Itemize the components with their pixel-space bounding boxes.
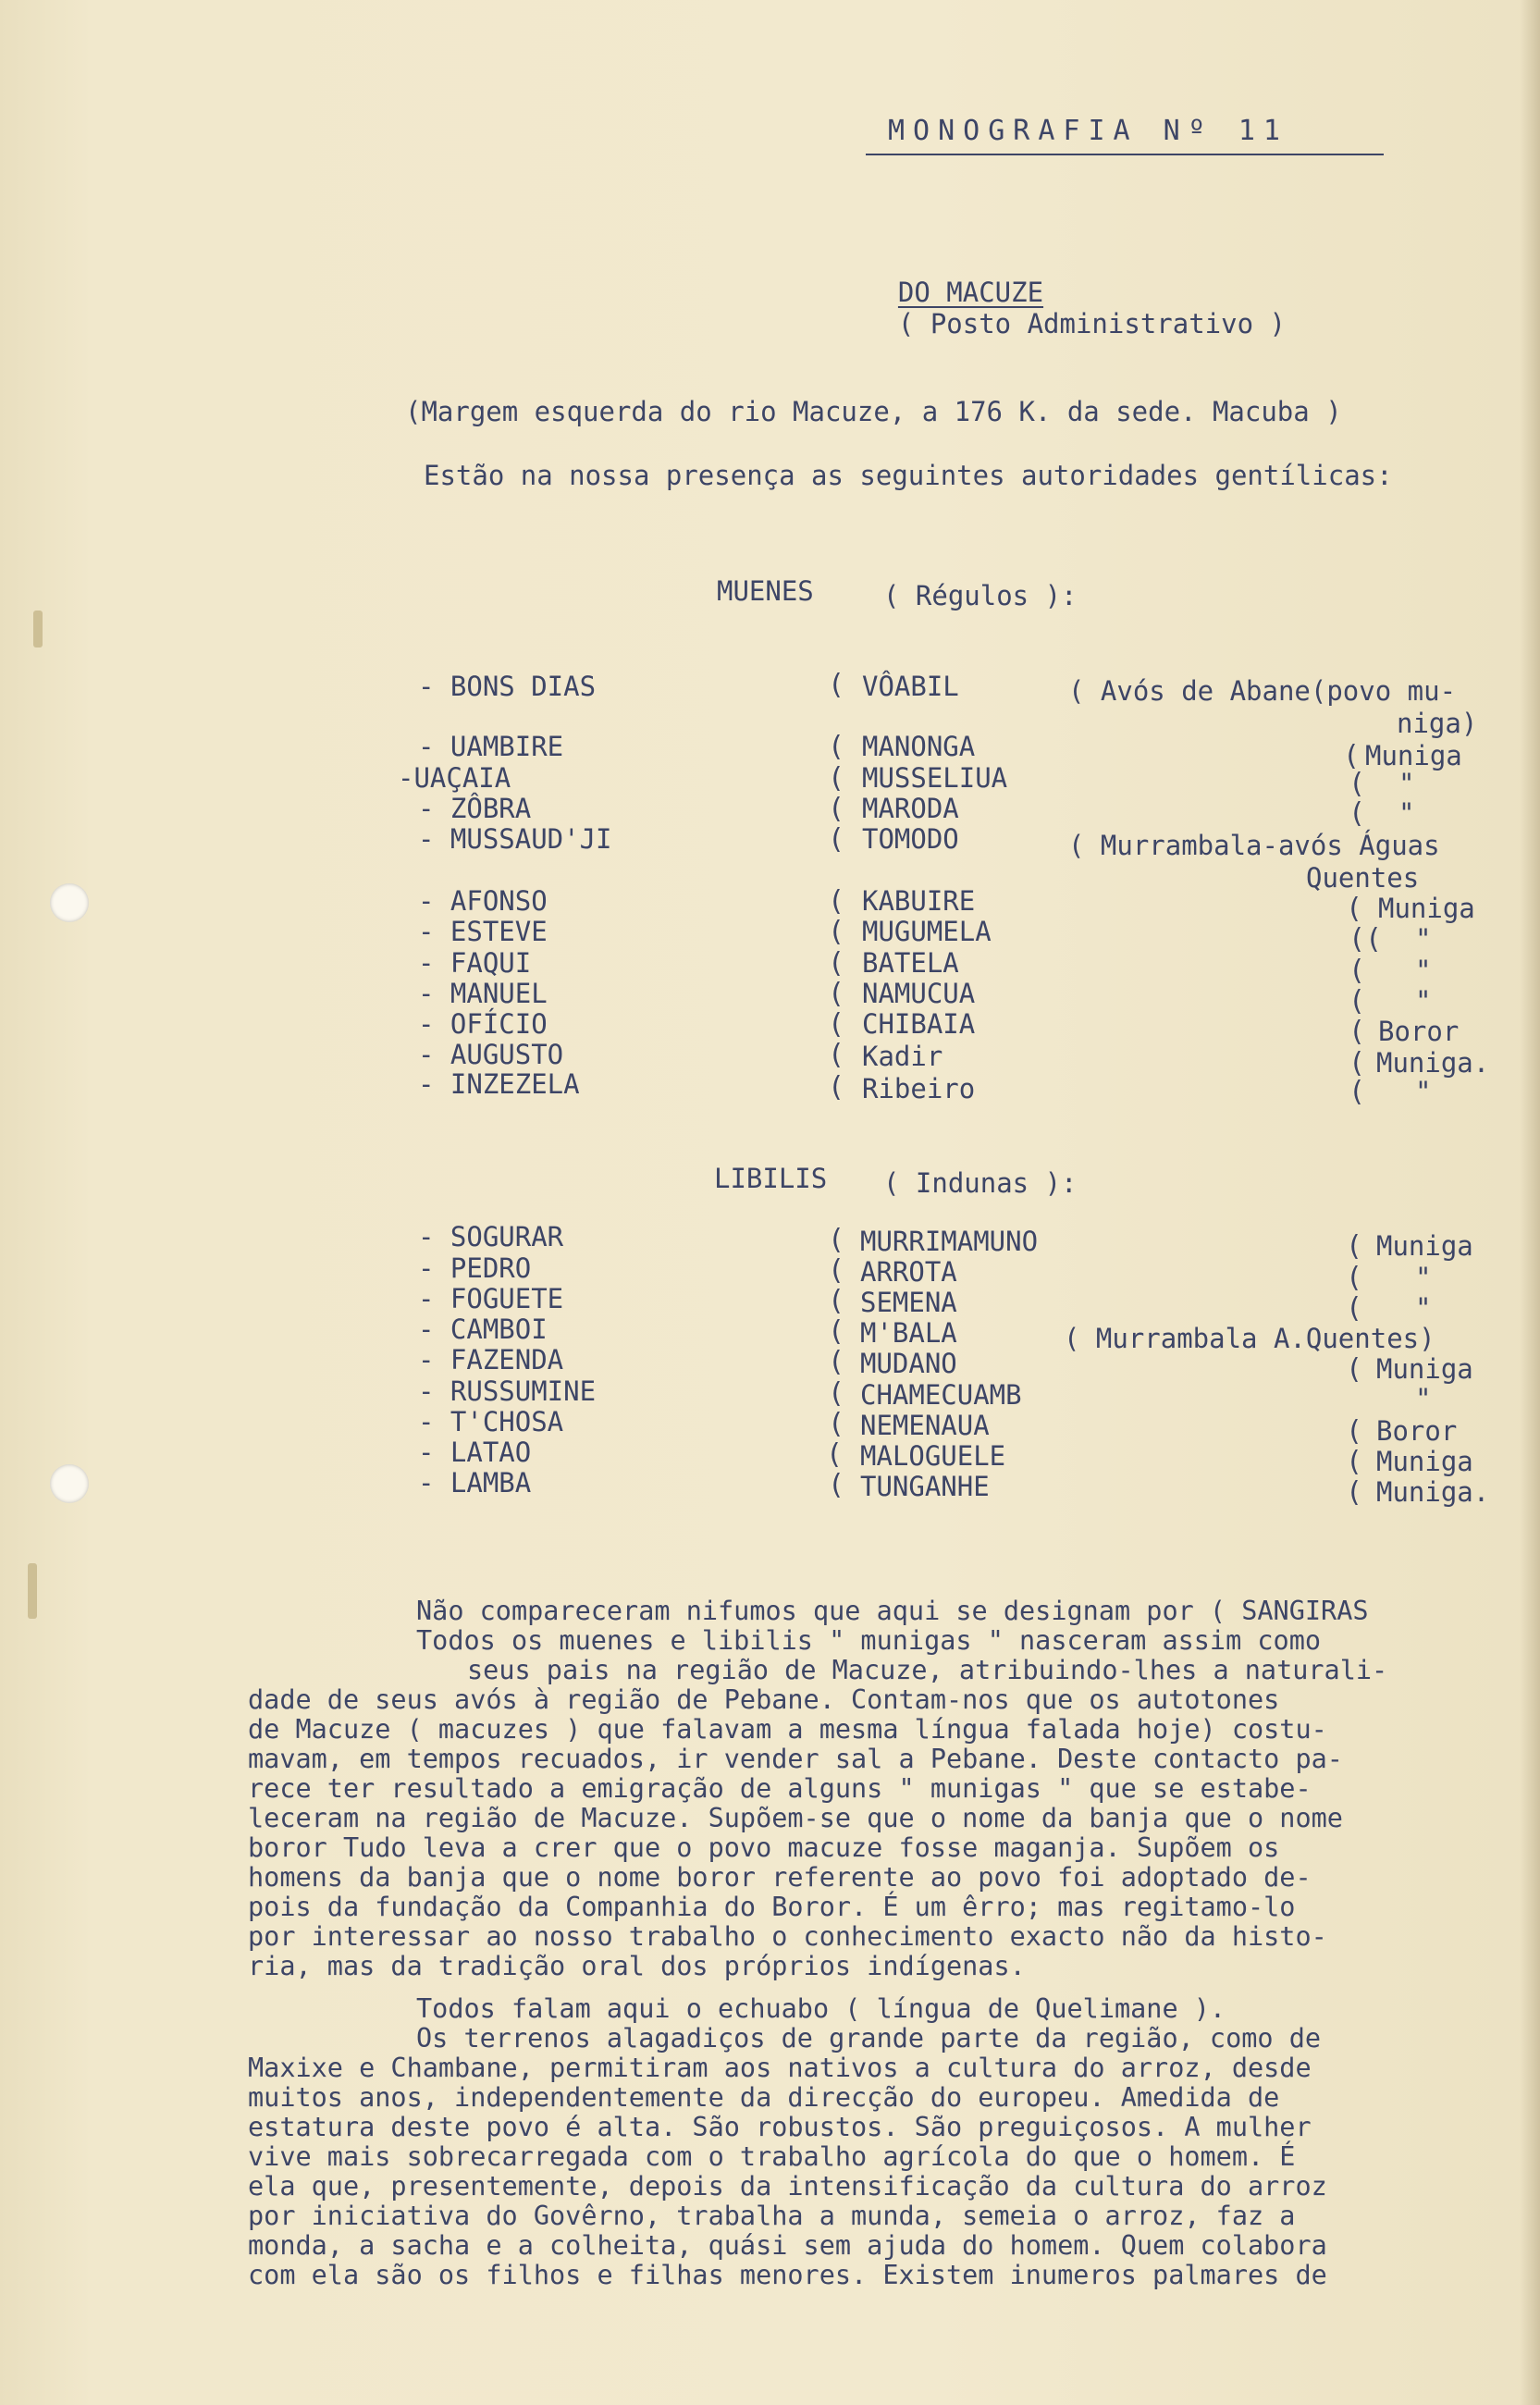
body-line: com ela são os filhos e filhas menores. Existem inumeros palmares de (248, 2260, 1327, 2290)
libili-sub: SEMENA (860, 1287, 957, 1318)
body-line: pois da fundação da Companhia do Boror. É um êrro; mas regitamo-lo (248, 1892, 1296, 1922)
body-line: dade de seus avós à região de Pebane. Contam-nos que os autotones (248, 1684, 1280, 1715)
muene-origin: " (1415, 923, 1432, 955)
brace-mark: ( (1346, 1446, 1363, 1478)
page-edge-shadow (1520, 0, 1540, 2405)
brace-mark: (( (1349, 923, 1383, 956)
muene-name: - AUGUSTO (418, 1039, 564, 1070)
libili-origin: " (1415, 1292, 1432, 1324)
libili-origin: Boror (1376, 1415, 1458, 1447)
brace-mark: ( (828, 1315, 845, 1348)
place-name: DO MACUZE (897, 277, 1044, 308)
body-line: ria, mas da tradição oral dos próprios indígenas. (248, 1951, 1026, 1981)
muene-sub: VÔABIL (862, 671, 959, 702)
muene-sub: TOMODO (862, 823, 959, 855)
brace-mark: ( (828, 1285, 845, 1317)
muene-origin: niga) (1397, 708, 1478, 739)
brace-mark: ( (828, 947, 845, 980)
body-line: Os terrenos alagadiços de grande parte da região, como de (416, 2023, 1322, 2054)
body-line: ela que, presentemente, depois da intensificação da cultura do arroz (248, 2171, 1327, 2202)
muene-name: - ESTEVE (418, 916, 548, 947)
muene-origin: Boror (1378, 1016, 1460, 1047)
libili-name: - LAMBA (418, 1467, 532, 1498)
muene-name: - AFONSO (418, 885, 548, 917)
libilis-subheading: ( Indunas ): (883, 1167, 1078, 1199)
libili-name: - FAZENDA (418, 1344, 564, 1375)
body-line: seus pais na região de Macuze, atribuindo-lhes a naturali- (467, 1655, 1388, 1685)
muene-name: - MANUEL (418, 978, 548, 1009)
body-line: Não compareceram nifumos que aqui se designam por ( SANGIRAS (416, 1596, 1369, 1626)
muene-sub: Kadir (862, 1041, 943, 1072)
brace-mark: ( (828, 978, 845, 1010)
libili-origin: Muniga (1376, 1353, 1473, 1385)
muene-sub: KABUIRE (862, 885, 976, 917)
libili-name: - RUSSUMINE (418, 1375, 597, 1407)
brace-mark: ( (828, 1408, 845, 1440)
subtitle-place (866, 245, 1286, 339)
body-line: Maxixe e Chambane, permitiram aos nativos a cultura do arroz, desde (248, 2053, 1312, 2083)
muene-name: - OFÍCIO (418, 1008, 548, 1040)
muene-sub: CHIBAIA (862, 1008, 976, 1040)
brace-mark: ( (1346, 1262, 1363, 1294)
brace-mark: ( (1343, 740, 1361, 772)
brace-mark: ( (828, 793, 845, 825)
body-line: homens da banja que o nome boror referente ao povo foi adoptado de- (248, 1862, 1312, 1893)
muene-sub: BATELA (862, 947, 959, 979)
libili-origin: Muniga. (1376, 1476, 1490, 1508)
muene-sub: MARODA (862, 793, 959, 824)
muene-sub: MUGUMELA (862, 916, 992, 947)
libili-origin: " (1415, 1383, 1432, 1414)
libili-sub: MURRIMAMUNO (860, 1226, 1039, 1257)
brace-mark: ( (828, 1008, 845, 1041)
body-line: por interessar ao nosso trabalho o conhecimento exacto não da histo- (248, 1921, 1327, 1952)
muene-sub: MANONGA (862, 731, 976, 762)
libili-sub: M'BALA (860, 1317, 957, 1349)
libili-name: - SOGURAR (418, 1221, 564, 1252)
muene-name: -UAÇAIA (398, 762, 511, 794)
brace-mark: ( (1346, 893, 1363, 925)
muene-name: - BONS DIAS (418, 671, 597, 702)
muene-origin: Muniga (1378, 893, 1475, 924)
place-type: ( Posto Administrativo ) (897, 308, 1286, 339)
muenes-heading: MUENES (717, 575, 814, 607)
muenes-subheading: ( Régulos ): (883, 580, 1078, 611)
muene-origin: Muniga (1365, 740, 1462, 771)
muene-name: - MUSSAUD'JI (418, 823, 612, 855)
brace-mark: ( (1346, 1476, 1363, 1509)
muene-name: - INZEZELA (418, 1068, 580, 1100)
brace-mark: ( (826, 1438, 844, 1471)
brace-mark: ( (828, 669, 845, 701)
body-line: boror Tudo leva a crer que o povo macuze fosse maganja. Supõem os (248, 1832, 1280, 1863)
brace-mark: ( (828, 731, 845, 763)
punch-hole-top (50, 883, 89, 922)
libili-sub: MALOGUELE (860, 1440, 1006, 1472)
brace-mark: ( (1349, 985, 1366, 1018)
muene-name: - ZÔBRA (418, 793, 532, 824)
muene-origin: " (1398, 768, 1415, 799)
muene-origin: Muniga. (1376, 1047, 1490, 1079)
libili-name: - CAMBOI (418, 1314, 548, 1345)
body-line: muitos anos, independentemente da direcção do europeu. Amedida de (248, 2082, 1280, 2113)
brace-mark: ( (1346, 1292, 1363, 1325)
muene-sub: MUSSELIUA (862, 762, 1008, 794)
brace-mark: ( (1349, 1076, 1366, 1108)
brace-mark: ( (828, 1039, 845, 1071)
libili-origin: Muniga (1376, 1446, 1473, 1477)
body-line: de Macuze ( macuzes ) que falavam a mesma língua falada hoje) costu- (248, 1714, 1327, 1745)
brace-mark: ( (828, 1071, 845, 1104)
presence-line: Estão na nossa presença as seguintes autoridades gentílicas: (424, 460, 1393, 491)
muene-origin: Quentes (1306, 862, 1420, 894)
brace-mark: ( (828, 1346, 845, 1378)
body-line: rece ter resultado a emigração de alguns " munigas " que se estabe- (248, 1773, 1312, 1804)
brace-mark: ( (828, 1224, 845, 1256)
libili-sub: MUDANO (860, 1348, 957, 1379)
body-line: mavam, em tempos recuados, ir vender sal a Pebane. Deste contacto pa- (248, 1744, 1343, 1774)
muene-origin: " (1415, 955, 1432, 986)
body-line: leceram na região de Macuze. Supõem-se que o nome da banja que o nome (248, 1803, 1343, 1833)
brace-mark: ( (828, 916, 845, 948)
libili-name: - T'CHOSA (418, 1406, 564, 1437)
rust-mark (33, 610, 43, 648)
libili-sub: TUNGANHE (860, 1471, 990, 1502)
body-line: por iniciativa do Govêrno, trabalha a munda, semeia o arroz, faz a (248, 2201, 1296, 2231)
location-note: (Margem esquerda do rio Macuze, a 176 K. da sede. Macuba ) (405, 396, 1342, 427)
document-title: MONOGRAFIA Nº 11 (888, 115, 1288, 147)
muene-origin: " (1415, 1076, 1432, 1107)
muene-sub: Ribeiro (862, 1073, 976, 1104)
body-line: estatura deste povo é alta. São robustos. São preguiçosos. A mulher (248, 2112, 1312, 2142)
brace-mark: ( (1349, 1047, 1366, 1079)
brace-mark: ( (828, 885, 845, 918)
brace-mark: ( (1346, 1415, 1363, 1448)
libili-sub: CHAMECUAMB (860, 1379, 1022, 1411)
libilis-heading: LIBILIS (714, 1163, 828, 1194)
muene-name: - UAMBIRE (418, 731, 564, 762)
muene-name: - FAQUI (418, 947, 532, 979)
brace-mark: ( (828, 1254, 845, 1287)
libili-origin: " (1415, 1262, 1432, 1293)
body-line: vive mais sobrecarregada com o trabalho agrícola do que o homem. É (248, 2141, 1296, 2172)
libili-origin: Muniga (1376, 1230, 1473, 1262)
brace-mark: ( (828, 1469, 845, 1501)
body-line: Todos os muenes e libilis " munigas " nasceram assim como (416, 1625, 1322, 1656)
muene-note: ( Murrambala-avós Águas (1068, 830, 1440, 861)
libili-name: - PEDRO (418, 1252, 532, 1284)
brace-mark: ( (1349, 797, 1366, 830)
title-underline (866, 154, 1384, 155)
brace-mark: ( (1349, 1016, 1366, 1048)
muene-note: ( Avós de Abane(povo mu- (1068, 675, 1457, 707)
brace-mark: ( (1349, 955, 1366, 987)
libili-name: - FOGUETE (418, 1283, 564, 1314)
brace-mark: ( (828, 762, 845, 795)
muene-origin: " (1415, 985, 1432, 1017)
libili-sub: NEMENAUA (860, 1410, 990, 1441)
brace-mark: ( (1346, 1353, 1363, 1386)
libili-name: - LATAO (418, 1437, 532, 1468)
rust-mark (28, 1563, 37, 1619)
muene-origin: " (1398, 797, 1415, 829)
brace-mark: ( (828, 1377, 845, 1410)
punch-hole-bottom (50, 1464, 89, 1503)
brace-mark: ( (828, 823, 845, 856)
brace-mark: ( (1349, 768, 1366, 800)
libili-sub: ARROTA (860, 1256, 957, 1288)
muene-sub: NAMUCUA (862, 978, 976, 1009)
body-line: Todos falam aqui o echuabo ( língua de Quelimane ). (416, 1993, 1226, 2024)
body-line: monda, a sacha e a colheita, quási sem ajuda do homem. Quem colabora (248, 2230, 1327, 2261)
libili-note: ( Murrambala A.Quentes) (1064, 1323, 1435, 1354)
brace-mark: ( (1346, 1230, 1363, 1263)
